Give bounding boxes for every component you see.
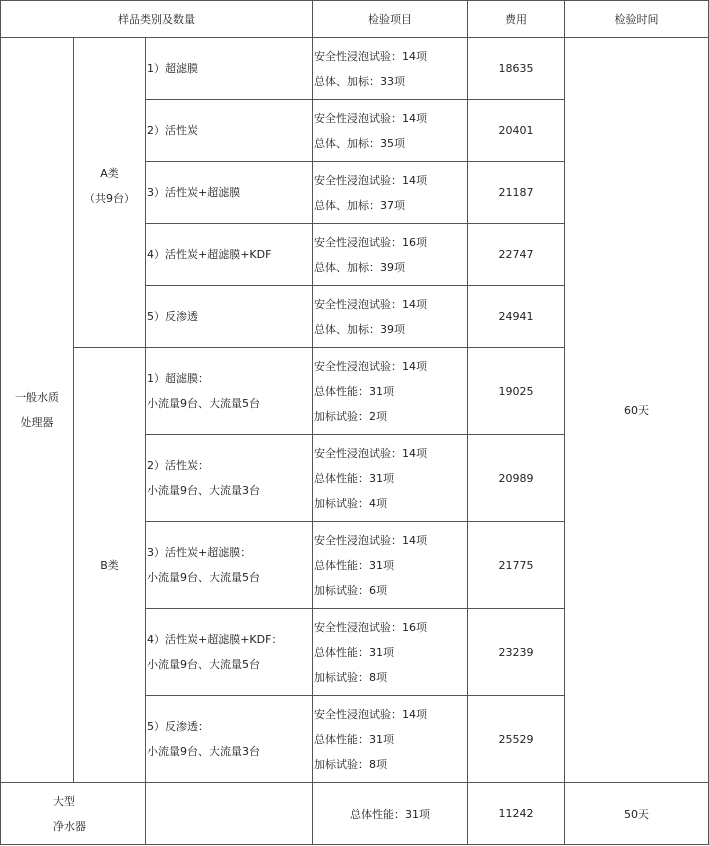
item-line: 总体性能：31项	[314, 384, 394, 398]
sample-cell	[146, 435, 313, 522]
class-a-cell	[74, 38, 146, 348]
sample-cell	[146, 162, 313, 224]
fee-cell: 19025	[468, 348, 565, 435]
items-cell	[313, 609, 468, 696]
sample-cell	[146, 696, 313, 783]
items-cell	[313, 224, 468, 286]
items-cell	[313, 348, 468, 435]
item-line: 总体性能：31项	[314, 732, 394, 746]
header-items: 检验项目	[313, 1, 468, 38]
general-name-line1: 一般水质	[15, 391, 59, 404]
table-row	[1, 783, 709, 845]
fee-cell: 23239	[468, 609, 565, 696]
items-cell	[313, 286, 468, 348]
item-line: 安全性浸泡试验：14项	[314, 111, 427, 125]
items-cell	[313, 435, 468, 522]
class-a-label: A类	[100, 166, 119, 180]
item-line: 安全性浸泡试验：14项	[314, 533, 427, 547]
large-time-cell: 50天	[565, 783, 709, 845]
sample-quantity: 小流量9台、大流量5台	[147, 571, 260, 584]
header-row	[1, 1, 709, 38]
sample-cell	[146, 609, 313, 696]
items-cell	[313, 696, 468, 783]
large-fee-cell: 11242	[468, 783, 565, 845]
general-category-cell	[1, 38, 74, 783]
fee-cell: 20401	[468, 100, 565, 162]
large-items-cell: 总体性能：31项	[313, 783, 468, 845]
large-category-cell	[1, 783, 146, 845]
sample-quantity: 小流量9台、大流量3台	[147, 745, 260, 758]
item-line: 总体性能：31项	[314, 558, 394, 572]
header-fee: 费用	[468, 1, 565, 38]
sample-cell	[146, 224, 313, 286]
item-line: 总体性能：31项	[314, 645, 394, 659]
sample-name: 1）超滤膜：	[147, 372, 209, 385]
item-line: 总体、加标：39项	[314, 260, 405, 274]
item-line: 安全性浸泡试验：14项	[314, 707, 427, 721]
item-line: 总体、加标：39项	[314, 322, 405, 336]
item-line: 安全性浸泡试验：14项	[314, 297, 427, 311]
fee-cell: 21187	[468, 162, 565, 224]
item-line: 加标试验：8项	[314, 670, 387, 684]
sample-name: 5）反渗透	[147, 310, 198, 323]
item-line: 安全性浸泡试验：16项	[314, 620, 427, 634]
item-line: 加标试验：2项	[314, 409, 387, 423]
item-line: 总体、加标：35项	[314, 136, 405, 150]
item-line: 加标试验：6项	[314, 583, 387, 597]
sample-name: 4）活性炭+超滤膜+KDF：	[147, 633, 283, 646]
large-name-line2: 净水器	[53, 819, 86, 833]
sample-cell	[146, 522, 313, 609]
fee-cell: 18635	[468, 38, 565, 100]
sample-quantity: 小流量9台、大流量3台	[147, 484, 260, 497]
sample-cell	[146, 38, 313, 100]
sample-cell	[146, 348, 313, 435]
fee-cell: 20989	[468, 435, 565, 522]
sample-name: 3）活性炭+超滤膜：	[147, 546, 252, 559]
item-line: 加标试验：8项	[314, 757, 387, 771]
item-line: 安全性浸泡试验：14项	[314, 49, 427, 63]
items-cell	[313, 38, 468, 100]
sample-quantity: 小流量9台、大流量5台	[147, 397, 260, 410]
fee-cell: 24941	[468, 286, 565, 348]
sample-name: 5）反渗透：	[147, 720, 209, 733]
item-line: 总体性能：31项	[314, 471, 394, 485]
general-name-line2: 处理器	[20, 416, 54, 429]
general-time-cell: 60天	[565, 38, 709, 783]
item-line: 安全性浸泡试验：14项	[314, 446, 427, 460]
sample-name: 3）活性炭+超滤膜	[147, 186, 241, 199]
item-line: 安全性浸泡试验：14项	[314, 173, 427, 187]
large-name-line1: 大型	[53, 794, 75, 808]
items-cell	[313, 162, 468, 224]
sample-name: 2）活性炭：	[147, 459, 209, 472]
item-line: 安全性浸泡试验：16项	[314, 235, 427, 249]
items-cell	[313, 100, 468, 162]
sample-cell	[146, 286, 313, 348]
item-line: 总体、加标：33项	[314, 74, 405, 88]
header-category: 样品类别及数量	[1, 1, 313, 38]
large-sample-cell	[146, 783, 313, 845]
fee-cell: 25529	[468, 696, 565, 783]
items-cell	[313, 522, 468, 609]
fee-cell: 22747	[468, 224, 565, 286]
class-b-cell: B类	[74, 348, 146, 783]
class-a-count: （共9台）	[84, 191, 135, 205]
header-time: 检验时间	[565, 1, 709, 38]
table-row	[1, 38, 709, 100]
sample-name: 1）超滤膜	[147, 62, 198, 75]
item-line: 安全性浸泡试验：14项	[314, 359, 427, 373]
sample-name: 2）活性炭	[147, 124, 198, 137]
item-line: 总体、加标：37项	[314, 198, 405, 212]
fee-cell: 21775	[468, 522, 565, 609]
sample-cell	[146, 100, 313, 162]
sample-name: 4）活性炭+超滤膜+KDF	[147, 248, 272, 261]
sample-quantity: 小流量9台、大流量5台	[147, 658, 260, 671]
item-line: 加标试验：4项	[314, 496, 387, 510]
